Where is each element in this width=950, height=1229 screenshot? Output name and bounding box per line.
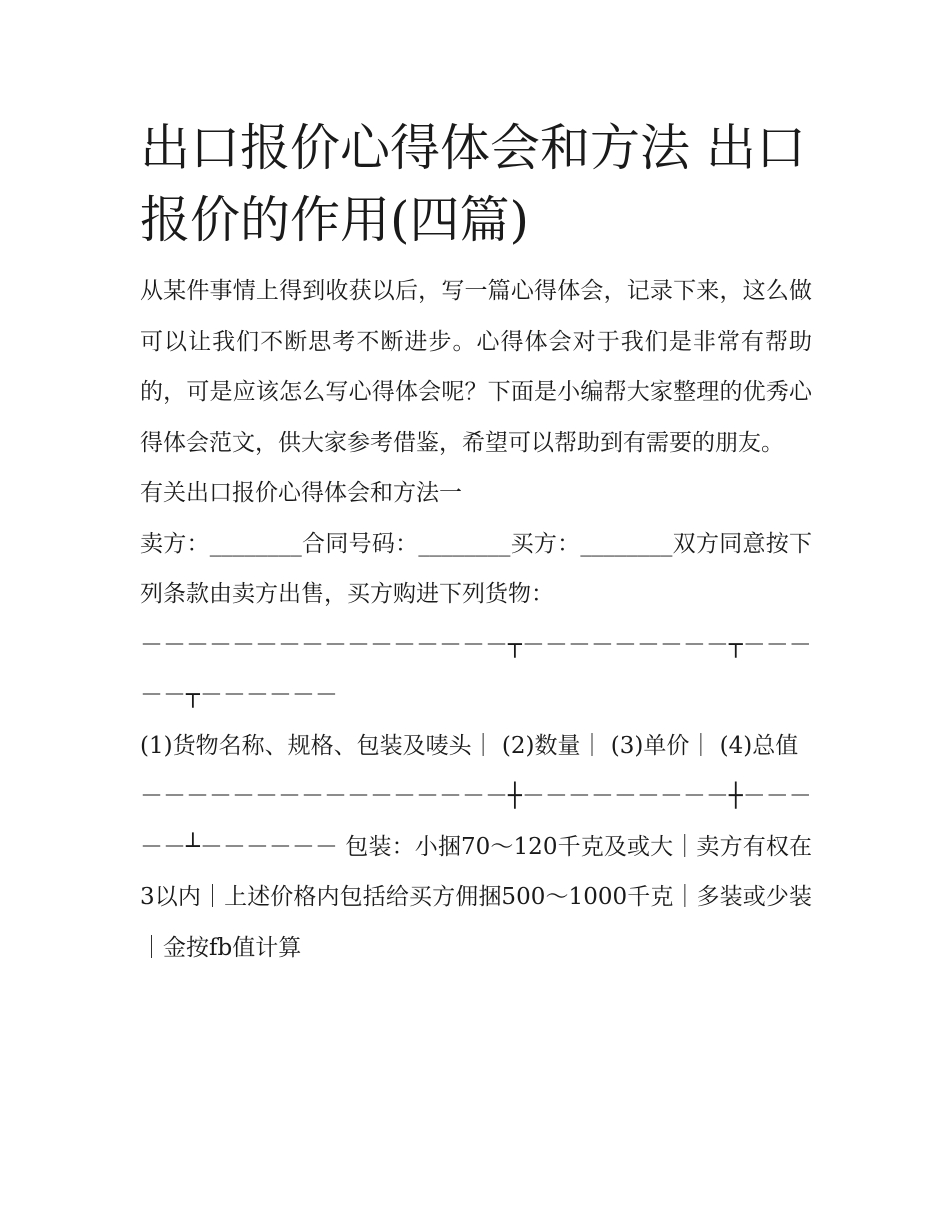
parties-line: 卖方：________合同号码：________买方：________双方同意按下列条款由卖方出售，买方购进下列货物： [140,530,812,607]
table-top-rule: －－－－－－－－－－－－－－－－┬－－－－－－－－－┬－－－－－┬－－－－－－ [140,631,812,708]
document-title: 出口报价心得体会和方法 出口报价的作用(四篇) [140,119,806,249]
document-page [140,112,812,973]
intro-paragraph: 从某件事情上得到收获以后，写一篇心得体会，记录下来，这么做可以让我们不断思考不断进步。心得体会对于我们是非常有帮助的，可是应该怎么写心得体会呢？下面是小编帮大家整理的优秀心得体会范文，供大家参考借鉴，希望可以帮助到有需要的朋友。 [140,278,812,456]
section-heading: 有关出口报价心得体会和方法一 [140,480,462,506]
table-body: －－－－－－－－－－－－－－－－┼－－－－－－－－－┼－－－－－┴－－－－－－ 包装：小捆70～120千克及或大｜卖方有权在3以内｜上述价格内包括给买方佣捆500～1000千克｜多装或少装｜金按fb值计算 [140,783,812,961]
table-header: (1)货物名称、规格、包装及唛头｜ (2)数量｜ (3)单价｜ (4)总值 [140,732,799,759]
